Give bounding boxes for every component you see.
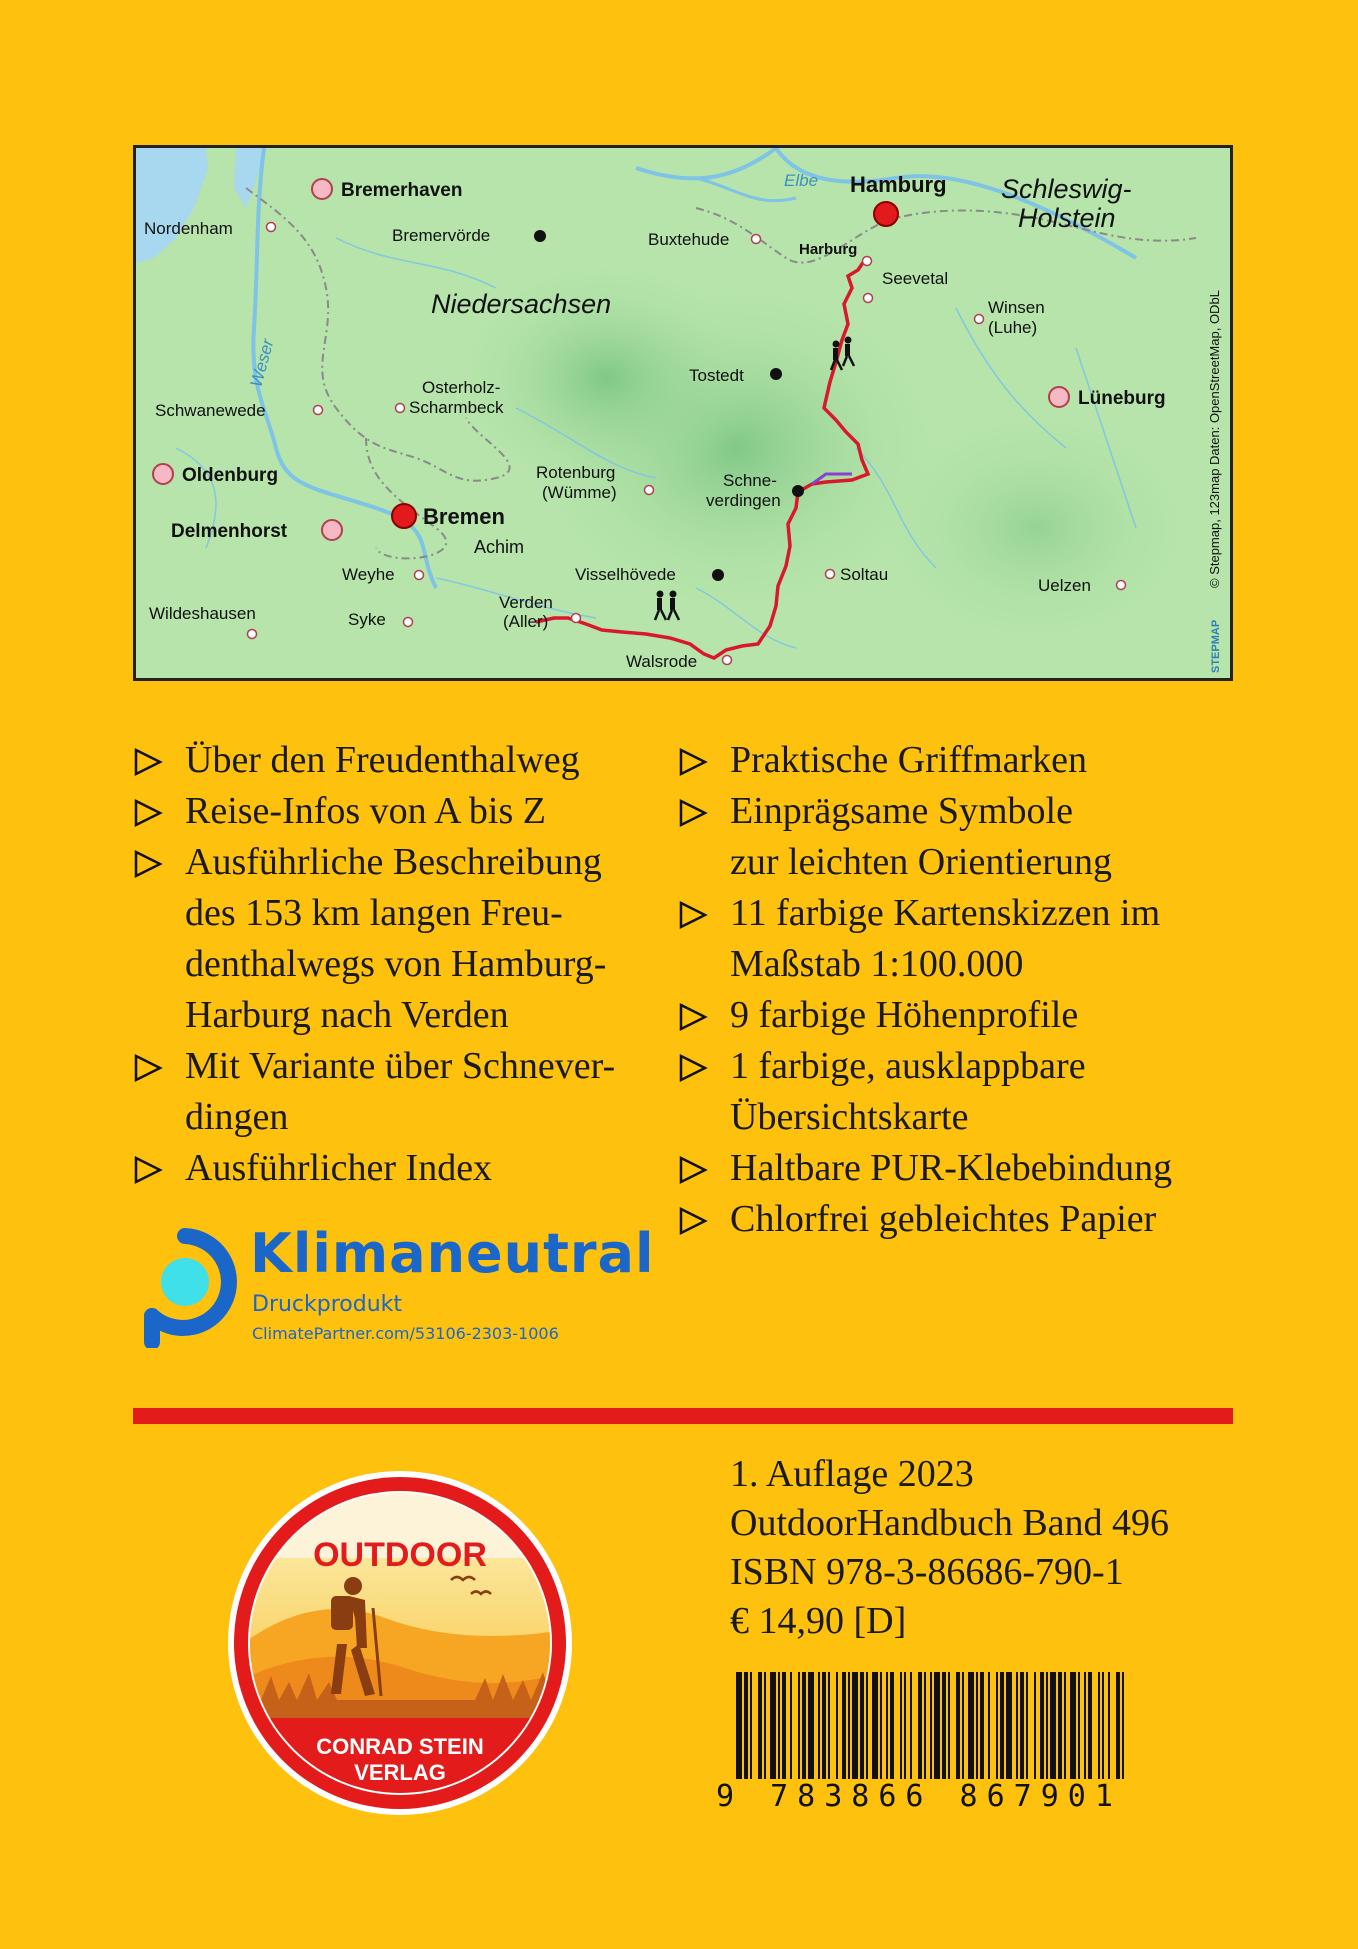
barcode-bar (934, 1672, 940, 1792)
triangle-bullet-icon (133, 798, 163, 828)
barcode-bar (988, 1672, 990, 1792)
triangle-bullet-icon (678, 798, 708, 828)
barcode-bar (866, 1672, 868, 1792)
label-delmenhorst: Delmenhorst (171, 521, 288, 542)
barcode-bar (996, 1672, 998, 1792)
label-harburg: Harburg (799, 241, 858, 258)
label-holstein: Holstein (1018, 203, 1116, 233)
barcode-bar (1098, 1672, 1100, 1792)
barcode-bar (778, 1672, 780, 1792)
barcode-bar (770, 1672, 776, 1792)
barcode-bar (828, 1672, 830, 1792)
feature-item: Praktische Griffmarken (678, 735, 1248, 786)
label-syke: Syke (348, 610, 386, 629)
barcode-bar (1088, 1672, 1092, 1792)
barcode-bar (872, 1672, 878, 1792)
stepmap-logo: STEPMAP (1210, 619, 1222, 673)
label-schleswig: Schleswig- (1001, 174, 1132, 204)
badge-publisher-1: CONRAD STEIN (316, 1734, 484, 1759)
barcode-bar (1026, 1672, 1028, 1792)
barcode-bar (1084, 1672, 1086, 1792)
barcode-bar (860, 1672, 864, 1792)
label-nordenham: Nordenham (144, 219, 233, 238)
triangle-bullet-icon (133, 747, 163, 777)
barcode-bar (910, 1672, 912, 1792)
label-osterholz-2: Scharmbeck (409, 398, 504, 417)
barcode-bar (790, 1672, 792, 1792)
badge-title: OUTDOOR (313, 1536, 487, 1574)
barcode-bar (962, 1672, 964, 1792)
barcode-bar (890, 1672, 894, 1792)
climatepartner-logo-icon (130, 1228, 240, 1348)
barcode-bar (956, 1672, 960, 1792)
barcode-bar (976, 1672, 978, 1792)
barcode-bar (900, 1672, 902, 1792)
badge-publisher-2: VERLAG (354, 1760, 446, 1785)
label-osterholz-1: Osterholz- (422, 378, 501, 397)
feature-item: Haltbare PUR-Klebebindung (678, 1143, 1248, 1194)
barcode-bar (904, 1672, 906, 1792)
feature-item: 9 farbige Höhenprofile (678, 990, 1248, 1041)
barcode-bar (942, 1672, 946, 1792)
triangle-bullet-icon (678, 1002, 708, 1032)
label-bremen: Bremen (423, 504, 505, 529)
label-schneverdingen-2: verdingen (706, 491, 781, 510)
barcode-bar (808, 1672, 814, 1792)
label-wildeshausen: Wildeshausen (149, 604, 256, 623)
barcode-bar (1020, 1672, 1024, 1792)
barcode-bar (948, 1672, 950, 1792)
barcode-bar (1000, 1672, 1004, 1792)
feature-item: Reise-Infos von A bis Z (133, 786, 653, 837)
barcode-bar (782, 1672, 786, 1792)
barcode-bar (1016, 1672, 1018, 1792)
barcode-bar (1078, 1672, 1080, 1792)
label-rotenburg-2: (Wümme) (542, 483, 617, 502)
marker-hamburg (874, 202, 898, 226)
barcode-bar (1058, 1672, 1062, 1792)
klima-subtitle: Druckprodukt (252, 1292, 403, 1317)
label-weser: Weser (246, 336, 278, 390)
label-schneverdingen-1: Schne- (723, 471, 777, 490)
label-buxtehude: Buxtehude (648, 230, 730, 249)
isbn: ISBN 978-3-86686-790-1 (730, 1551, 1124, 1593)
map-credit: © Stepmap, 123map Daten: OpenStreetMap, ODbL (1207, 290, 1222, 588)
barcode-bar (1034, 1672, 1036, 1792)
triangle-bullet-icon (133, 1155, 163, 1185)
barcode-bar (924, 1672, 926, 1792)
feature-list-right (678, 735, 1248, 1245)
feature-item: Mit Variante über Schnever- dingen (133, 1041, 653, 1143)
klima-url: ClimatePartner.com/53106-2303-1006 (252, 1324, 559, 1343)
label-winsen-2: (Luhe) (988, 318, 1038, 337)
edition: 1. Auflage 2023 (730, 1453, 974, 1495)
feature-item: 11 farbige Kartenskizzen im Maßstab 1:100.000 (678, 888, 1248, 990)
barcode-bar (880, 1672, 882, 1792)
label-bremervoerde: Bremervörde (392, 226, 491, 245)
triangle-bullet-icon (678, 900, 708, 930)
label-achim: Achim (474, 537, 525, 557)
barcode-bar (802, 1672, 806, 1792)
barcode-bar (818, 1672, 820, 1792)
feature-item: Ausführlicher Index (133, 1143, 653, 1194)
label-schwanewede: Schwanewede (155, 401, 266, 420)
label-weyhe: Weyhe (342, 565, 395, 584)
label-winsen-1: Winsen (988, 298, 1045, 317)
label-rotenburg-1: Rotenburg (536, 463, 616, 482)
barcode-bar (918, 1672, 922, 1792)
map-canvas (136, 148, 1230, 678)
label-visselhoevede: Visselhövede (575, 565, 676, 584)
label-oldenburg: Oldenburg (182, 465, 279, 486)
feature-item: Über den Freudenthalweg (133, 735, 653, 786)
barcode-bar (968, 1672, 974, 1792)
barcode-digits: 9 783866 867901 (716, 1779, 1146, 1814)
barcode-bar (750, 1672, 752, 1792)
barcode-bar (1064, 1672, 1066, 1792)
triangle-bullet-icon (133, 849, 163, 879)
label-seevetal: Seevetal (882, 269, 949, 288)
divider-line (133, 1408, 1233, 1424)
barcode-bar (836, 1672, 838, 1792)
feature-item: 1 farbige, ausklappbare Übersichtskarte (678, 1041, 1248, 1143)
label-verden-2: (Aller) (503, 612, 549, 631)
label-hamburg: Hamburg (850, 172, 947, 197)
barcode-bar (842, 1672, 846, 1792)
barcode-bar (822, 1672, 826, 1792)
klima-title: Klimaneutral (250, 1222, 655, 1285)
barcode-bar (852, 1672, 858, 1792)
triangle-bullet-icon (678, 747, 708, 777)
barcode-bar (1116, 1672, 1120, 1792)
label-lueneburg: Lüneburg (1078, 388, 1166, 409)
barcode-bar (764, 1672, 766, 1792)
barcode-bar (1070, 1672, 1076, 1792)
barcode-bar (1102, 1672, 1104, 1792)
barcode-bar (1040, 1672, 1044, 1792)
label-verden-1: Verden (499, 593, 553, 612)
barcode-bar (798, 1672, 800, 1792)
label-bremerhaven: Bremerhaven (341, 180, 463, 201)
label-niedersachsen: Niedersachsen (431, 289, 612, 319)
triangle-bullet-icon (678, 1053, 708, 1083)
marker-bremen (392, 504, 416, 528)
climate-neutral-label (130, 1222, 690, 1348)
label-elbe: Elbe (784, 171, 819, 190)
publication-info (730, 1450, 1169, 1646)
label-soltau: Soltau (840, 565, 889, 584)
barcode-bar (886, 1672, 888, 1792)
label-uelzen: Uelzen (1038, 576, 1091, 595)
feature-item: Einprägsame Symbole zur leichten Orientierung (678, 786, 1248, 888)
triangle-bullet-icon (133, 1053, 163, 1083)
barcode-bar (1046, 1672, 1048, 1792)
barcode-bar (980, 1672, 984, 1792)
price: € 14,90 [D] (730, 1600, 907, 1642)
feature-list-left (133, 735, 653, 1194)
barcode-bar (848, 1672, 850, 1792)
feature-item: Ausführliche Beschreibung des 153 km langen Freu- denthalwegs von Hamburg- Harburg nach Verden (133, 837, 653, 1041)
overview-map (133, 145, 1233, 681)
feature-item: Chlorfrei gebleichtes Papier (678, 1194, 1248, 1245)
label-tostedt: Tostedt (689, 366, 744, 385)
series: OutdoorHandbuch Band 496 (730, 1502, 1170, 1544)
outdoor-badge-logo (225, 1468, 575, 1818)
barcode-bar (1006, 1672, 1012, 1792)
barcode-bar (1050, 1672, 1056, 1792)
barcode-bar (758, 1672, 762, 1792)
label-walsrode: Walsrode (626, 652, 698, 671)
barcode-bar (1108, 1672, 1110, 1792)
triangle-bullet-icon (678, 1155, 708, 1185)
